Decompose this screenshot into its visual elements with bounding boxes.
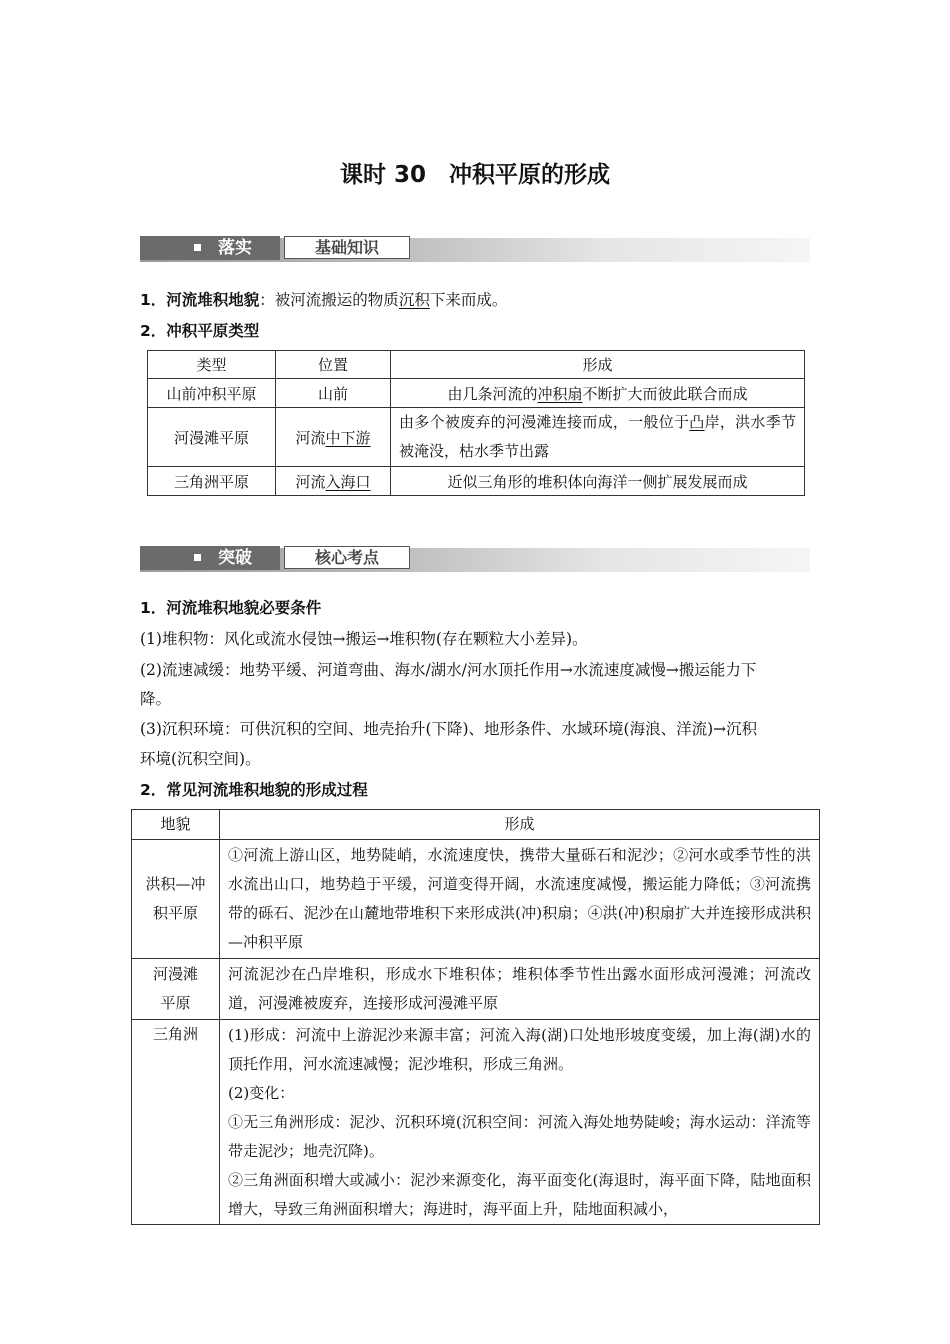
paragraph: (2)流速减缓：地势平缓、河道弯曲、海水/湖水/河水顶托作用→水流速度减慢→搬运能力下 [140,661,757,679]
section-header-core [140,546,810,574]
section-label: 突破 [218,548,252,568]
table-row: 河漫滩 平原 河流泥沙在凸岸堆积，形成水下堆积体；堆积体季节性出露水面形成河漫滩；河流改道，河漫滩被废弃，连接形成河漫滩平原 [132,959,820,1020]
section-sublabel: 核心考点 [284,546,410,569]
table-header: 地貌 [132,810,220,840]
paragraph: (1)堆积物：风化或流水侵蚀→搬运→堆积物(存在颗粒大小差异)。 [140,630,588,648]
table-header: 位置 [276,351,391,379]
paragraph: (3)沉积环境：可供沉积的空间、地壳抬升(下降)、地形条件、水域环境(海浪、洋流)→沉积 [140,720,758,738]
section-label: 落实 [218,238,252,258]
table-row: 河漫滩平原 河流中下游 由多个被废弃的河漫滩连接而成，一般位于凸岸，洪水季节被淹没，枯水季节出露 [148,408,805,467]
table-row: 山前冲积平原 山前 由几条河流的冲积扇不断扩大而彼此联合而成 [148,379,805,408]
section-sublabel: 基础知识 [284,236,410,259]
table-header: 类型 [148,351,276,379]
table-row: 洪积—冲 积平原 ①河流上游山区，地势陡峭，水流速度快，携带大量砾石和泥沙；②河水或季节性的洪水流出山口，地势趋于平缓，河道变得开阔，水流速度减慢，搬运能力降低；③河流携带的砾石、泥沙在山麓地带堆积下来形成洪(冲)积扇；④洪(冲)积扇扩大并连接形成洪积—冲积平原 [132,840,820,959]
basic-item-1: 1．河流堆积地貌：被河流搬运的物质沉积下来而成。 [140,291,508,309]
basic-item-2: 2．冲积平原类型 [140,322,260,340]
section-header-basic [140,236,810,264]
paragraph: 环境(沉积空间)。 [140,750,261,768]
paragraph: 降。 [140,690,172,708]
table-header: 形成 [220,810,820,840]
core-item-1: 1．河流堆积地貌必要条件 [140,599,322,617]
table-header: 形成 [391,351,805,379]
bullet-square-icon [194,554,201,561]
core-item-2: 2．常见河流堆积地貌的形成过程 [140,781,368,799]
table-row: 三角洲平原 河流入海口 近似三角形的堆积体向海洋一侧扩展发展而成 [148,467,805,496]
plain-type-table [147,350,805,496]
bullet-square-icon [194,244,201,251]
page-title: 课时 30 冲积平原的形成 [339,162,610,188]
table-row: 三角洲 (1)形成：河流中上游泥沙来源丰富；河流入海(湖)口处地形坡度变缓，加上海(湖)水的顶托作用，河水流速减慢；泥沙堆积，形成三角洲。 (2)变化： ①无三角洲形成：泥沙、沉积环境(沉积空间：河流入海处地势陡峻；海水运动：洋流等带走泥沙；地壳沉降)。 ②三角洲面积增大或减小：泥沙来源变化，海平面变化(海退时，海平面下降，陆地面积增大，导致三角洲面积增大；海进时，海平面上升，陆地面积减小， [132,1020,820,1225]
landform-table [131,809,820,1225]
